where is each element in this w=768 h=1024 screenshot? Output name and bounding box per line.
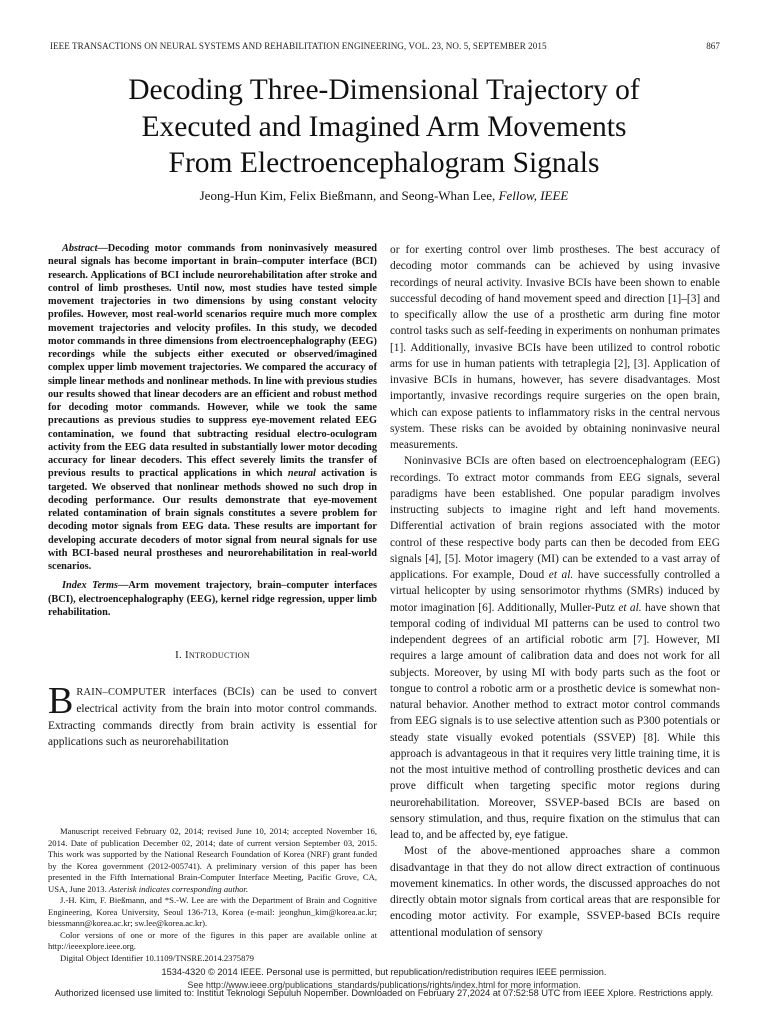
rights-url[interactable]: See http://www.ieee.org/publications_standards/publications/rights/index.html for more information.: [187, 980, 581, 990]
title-block: [40, 72, 728, 204]
section-numeral: I.: [175, 649, 182, 661]
index-terms-dash: —: [118, 580, 129, 592]
paper-title-line-2: Executed and Imagined Arm Movements: [141, 110, 627, 143]
right-column: [390, 242, 720, 941]
license-notice: Authorized licensed use limited to: Institut Teknologi Sepuluh Nopember. Downloaded on February 27,2024 at 07:52:58 UTC from IEEE Xplore. Restrictions apply.: [54, 988, 714, 998]
right-p2-b: have successfully controlled a virtual helicopter by using sensorimotor rhythms (SMRs) induced by motor imagination [6]. Additionally, Muller-Putz: [390, 569, 720, 614]
footnote-affiliation: J.-H. Kim, F. Bießmann, and *S.-W. Lee are with the Department of Brain and Cognitive Engineering, Korea University, Seoul 136-713, Korea (e-mail: jeonghun_kim@korea.ac.kr; biessmann@korea.ac.kr; sw.lee@korea.ac.kr).: [48, 895, 377, 928]
right-p2-a: Noninvasive BCIs are often based on electroencephalogram (EEG) recordings. To extract motor commands from EEG signals, several paradigms have been established. One popular paradigm involves instructing subjects to imagine right and left hand movements. Differential activation of brain regions associated with the motor control of these respective body parts can then be decoded from EEG signals [4], [5]. Motor imagery (MI) can be extended to a vast array of applications. For example, Doud: [390, 455, 720, 581]
footnote-asterisk-note: Asterisk indicates corresponding author.: [108, 883, 248, 894]
abstract-dash: —: [97, 243, 108, 254]
author-names: Jeong-Hun Kim, Felix Bießmann, and Seong-Whan Lee,: [199, 187, 496, 203]
journal-name: IEEE TRANSACTIONS ON NEURAL SYSTEMS AND REHABILITATION ENGINEERING, VOL. 23, NO. 5, SEPTEMBER 2015: [50, 41, 547, 51]
footnote: [48, 826, 377, 964]
abstract-emphasis: neural: [287, 468, 316, 480]
footnote-p1: [48, 826, 377, 895]
section-title: Introduction: [184, 649, 250, 661]
copyright-notice: 1534-4320 © 2014 IEEE. Personal use is permitted, but republication/redistribution requires IEEE permission.: [161, 967, 607, 977]
intro-caps: RAIN–COMPUTER: [76, 687, 167, 698]
section-heading: [48, 649, 377, 661]
paper-title-line-3: From Electroencephalogram Signals: [168, 147, 600, 179]
author-list: [40, 188, 728, 204]
page-number: 867: [706, 41, 720, 51]
right-paragraph-1: or for exerting control over limb prostheses. The best accuracy of decoding motor commands can be achieved by using invasive recordings of neural activity. Invasive BCIs have been shown to enable successful decoding of hand movement speed and direction [1]–[3] and to specifically allow the use of a prosthetic arm during fine motor control tasks such as self-feeding in experiments on nonhuman primates [1]. Additionally, invasive BCIs have been utilized to control robotic arms for use in human patients with tetraplegia [2], [3]. Application of invasive BCIs in humans, however, has severe disadvantages. Most importantly, invasive recordings require surgeries on the open brain, which can expose patients to inflammatory risks in the central nervous system. These risks can be avoided by obtaining noninvasive neural measurements.: [390, 244, 720, 451]
right-paragraph-3: Most of the above-mentioned approaches share a common disadvantage in that they do not allow direct extraction of continuous movement kinematics. In other words, the discussed approaches do not directly obtain motor signals from cortical areas that are responsible for encoding motor activity. For example, SSVEP-based BCIs require attentional modulation of sensory: [390, 845, 720, 939]
running-head: [50, 41, 720, 55]
index-terms-label: Index Terms: [62, 580, 119, 592]
abstract: [48, 242, 377, 573]
footnote-manuscript: Manuscript received February 02, 2014; revised June 10, 2014; accepted November 16, 2014. Date of publication December 02, 2014; date of current version September 03, 2015. This work was supported by the National Research Foundation of Korea (NRF) grant funded by the Korea government (2012-005741). A preliminary version of this paper has been presented in the Fifth International Brain-Computer Interface Meeting, Pacific Grove, CA, USA, June 2013.: [48, 826, 377, 894]
left-column: [48, 242, 377, 750]
author-fellow: Fellow, IEEE: [498, 187, 569, 203]
index-terms: [48, 579, 377, 619]
index-terms-text: Arm movement trajectory, brain–computer interfaces (BCI), electroencephalography (EEG), kernel ridge regression, upper limb rehabilitation.: [48, 580, 377, 618]
intro-text: interfaces (BCIs) can be used to convert electrical activity from the brain into motor control commands. Extracting commands directly from brain activity is essential for applications such as neurorehabilitation: [48, 686, 377, 748]
footnote-doi: Digital Object Identifier 10.1109/TNSRE.2014.2375879: [60, 952, 254, 963]
drop-cap: B: [48, 680, 74, 722]
abstract-label: Abstract: [62, 243, 98, 254]
paper-title-line-1: Decoding Three-Dimensional Trajectory of: [128, 74, 640, 106]
abstract-text: Decoding motor commands from noninvasively measured neural signals has become important in brain–computer interface (BCI) research. Applications of BCI include neurorehabilitation after stroke and control of limb prostheses. Until now, most studies have tested simple movement trajectories in two dimensions by using constant velocity profiles. However, most real-world scenarios require much more complex movement trajectories and velocity profiles. In this study, we decoded motor commands in three dimensions from electroencephalography (EEG) recordings while the subjects either executed or observed/imagined complex upper limb movement trajectories. We compared the accuracy of simple linear methods and nonlinear methods. In line with previous studies our results showed that linear decoders are an efficient and robust method for decoding motor commands. However, while we took the same precautions as previous studies to suppress eye-movement related EEG contamination, we found that subtracting residual electro-oculogram activity from the EEG data resulted in substantially lower motor decoding accuracy for linear decoders. This effect severely limits the transfer of previous results to practical applications in which: [48, 243, 377, 480]
right-paragraph-2: [390, 453, 720, 843]
right-p2-etal-1: et al.: [548, 569, 574, 581]
right-p2-c: have shown that temporal coding of individual MI patterns can be used to control two independent degrees of an artificial robotic arm [7]. However, MI requires a large amount of calibration data and does not work for all subjects. Moreover, by using MI with body parts such as the foot or tongue to control a robotic arm or a prosthetic device is somewhat non-natural behavior. Another method to extract motor control commands from EEG signals is to use selective attention such as P300 potentials or steady state visually evoked potentials (SSVEP) [8]. While this approach is advantageous in that it requires very little training time, it is not the most intuitive method of controlling prosthetic devices and can prove difficult when targeting specific motor regions during neurorehabilitation. Moreover, SSVEP-based BCIs are based on sensory stimulation, and thus, require fixation on the stimulus that can lead to, and be affected by, eye fatigue.: [390, 601, 720, 841]
intro-left: [48, 680, 377, 750]
abstract-text-end: activation is targeted. We observed that nonlinear methods showed no such drop in decoding performance. Our results demonstrate that eye-movement related contamination of brain signals constitutes a severe problem for decoding motor signals from EEG data. These results are important for developing accurate decoders of motor signal from neural signals for use with BCI-based neural prostheses and neurorehabilitation in real-world scenarios.: [48, 468, 378, 572]
right-p2-etal-2: et al.: [618, 601, 642, 614]
footnote-color: Color versions of one or more of the figures in this paper are available online at http://ieeexplore.ieee.org.: [48, 929, 377, 951]
